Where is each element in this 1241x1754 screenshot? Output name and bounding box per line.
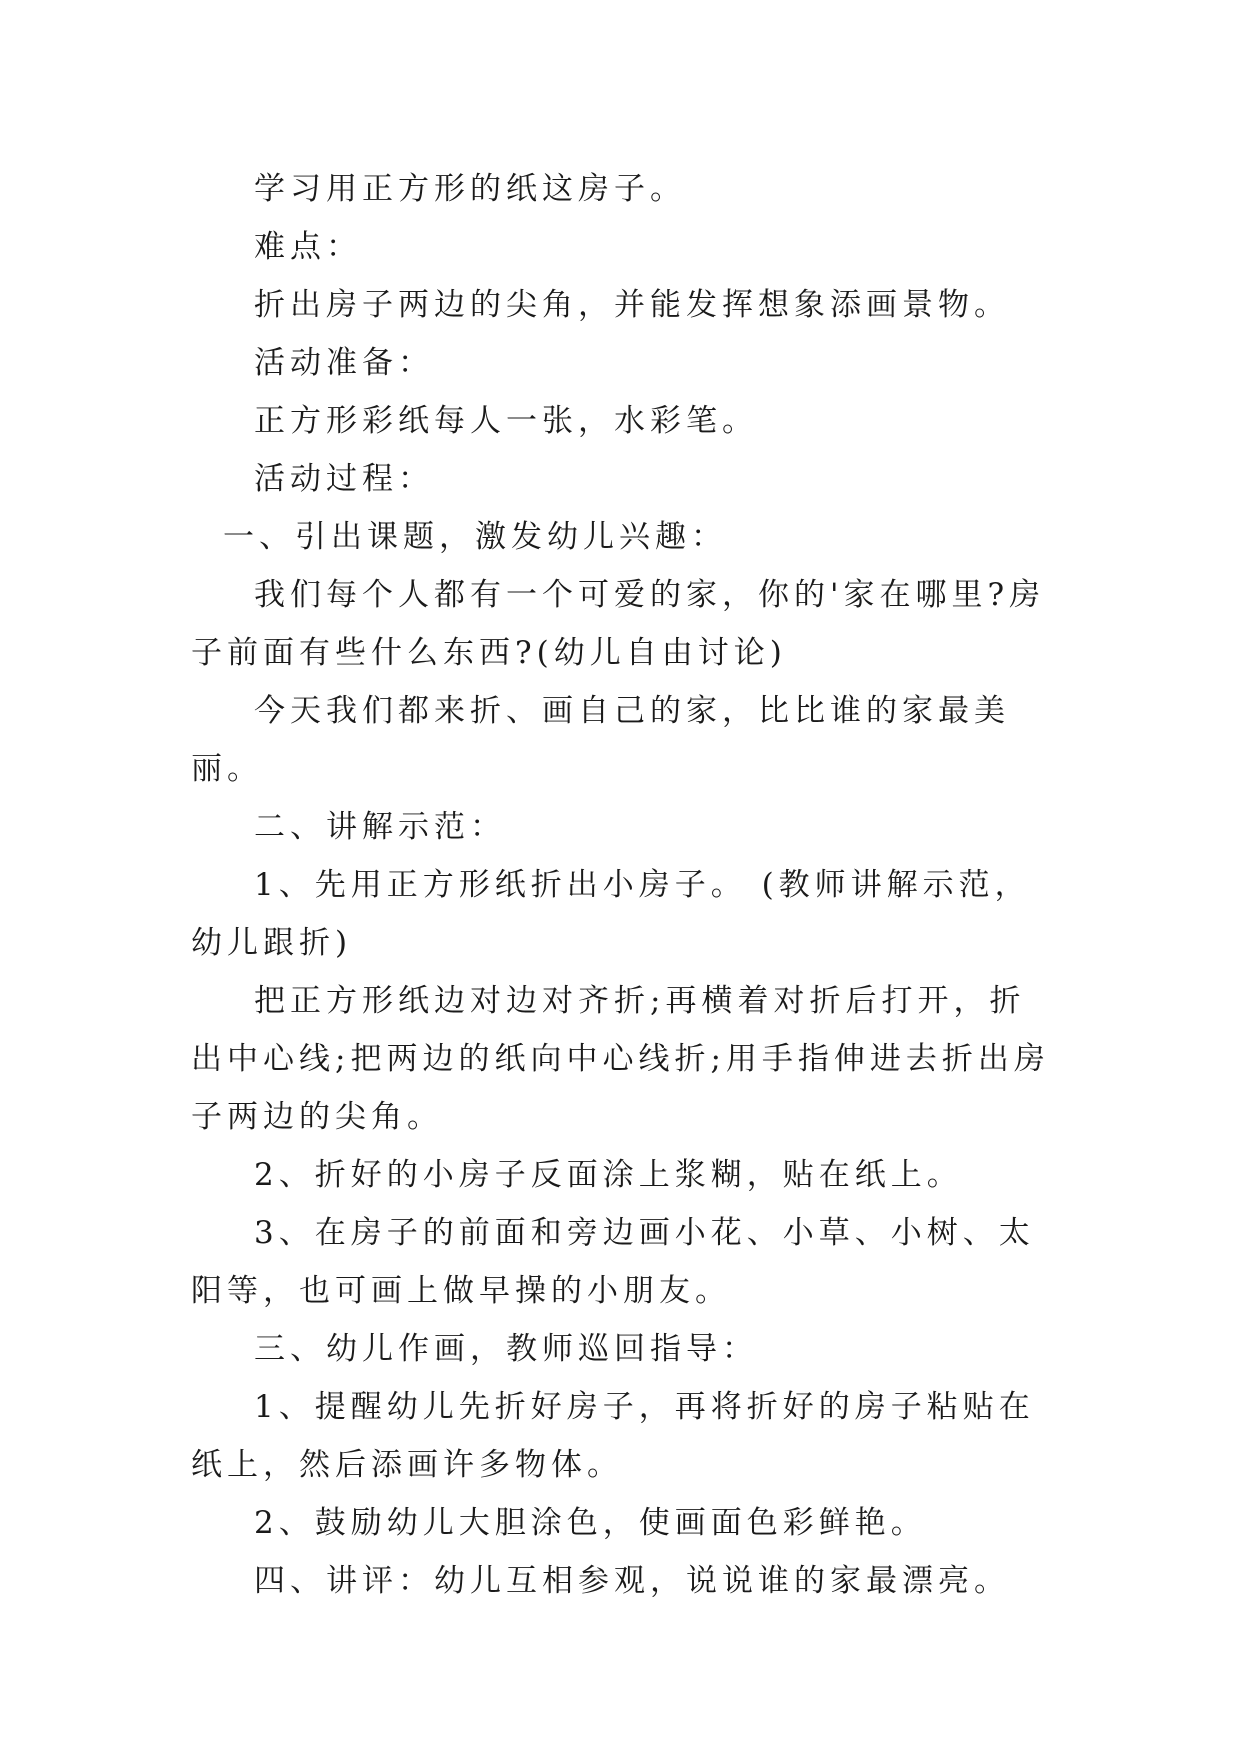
- paragraph-preparation: 正方形彩纸每人一张，水彩笔。: [254, 403, 758, 439]
- paragraph-demo-step-2: 2、折好的小房子反面涂上浆糊，贴在纸上。: [254, 1157, 963, 1193]
- paragraph-learning-goal: 学习用正方形的纸这房子。: [254, 171, 686, 207]
- section-heading-drawing: 三、幼儿作画，教师巡回指导：: [254, 1331, 758, 1367]
- paragraph-introduction-today: 今天我们都来折、画自己的家，比比谁的家最美丽。: [191, 693, 1010, 787]
- paragraph-difficulty-heading: 难点：: [254, 229, 362, 265]
- paragraph-preparation-heading: 活动准备：: [254, 345, 434, 381]
- section-heading-demonstration: 二、讲解示范：: [254, 809, 506, 845]
- paragraph-demo-folding: 把正方形纸边对边对齐折;再横着对折后打开，折出中心线;把两边的纸向中心线折;用手指伸进去折出房子两边的尖角。: [191, 983, 1050, 1135]
- paragraph-process-heading: 活动过程：: [254, 461, 434, 497]
- paragraph-demo-step-3: 3、在房子的前面和旁边画小花、小草、小树、太阳等，也可画上做早操的小朋友。: [191, 1215, 1035, 1309]
- section-heading-introduction: 一、引出课题，激发幼儿兴趣：: [223, 519, 727, 555]
- paragraph-drawing-step-1: 1、提醒幼儿先折好房子，再将折好的房子粘贴在纸上，然后添画许多物体。: [191, 1389, 1035, 1483]
- section-heading-evaluation: 四、讲评：幼儿互相参观，说说谁的家最漂亮。: [254, 1563, 1010, 1599]
- paragraph-drawing-step-2: 2、鼓励幼儿大胆涂色，使画面色彩鲜艳。: [254, 1505, 927, 1541]
- paragraph-difficulty: 折出房子两边的尖角，并能发挥想象添画景物。: [254, 287, 1010, 323]
- paragraph-introduction-question: 我们每个人都有一个可爱的家，你的'家在哪里?房子前面有些什么东西?(幼儿自由讨论): [191, 577, 1046, 671]
- paragraph-demo-step-1: 1、先用正方形纸折出小房子。 (教师讲解示范，幼儿跟折): [191, 867, 1031, 961]
- document-body: [191, 160, 1061, 1610]
